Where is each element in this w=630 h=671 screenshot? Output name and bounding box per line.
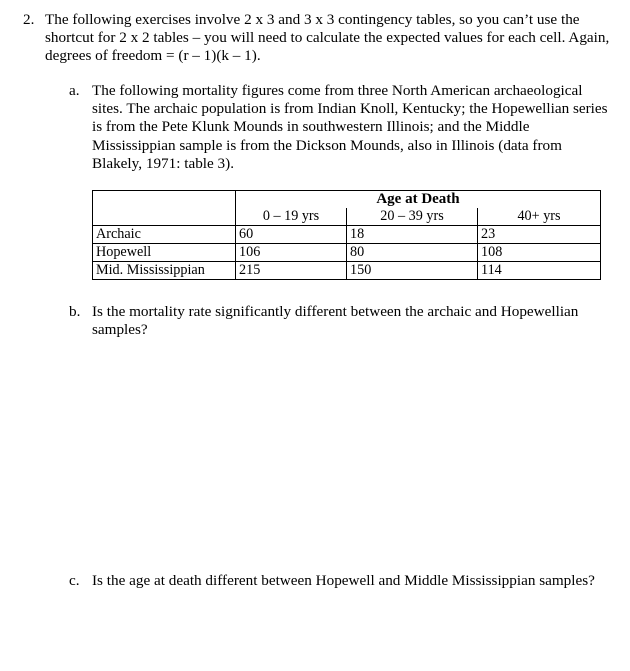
part-c-label: c. xyxy=(69,572,80,589)
table-cell: 106 xyxy=(236,244,347,262)
table-cell: 18 xyxy=(347,226,478,244)
header-cell: 0 – 19 yrs xyxy=(236,208,347,226)
table-cell: 80 xyxy=(347,244,478,262)
row-label: Archaic xyxy=(93,226,236,244)
table-cell: 215 xyxy=(236,262,347,280)
table-title: Age at Death xyxy=(236,191,601,209)
part-b-text: Is the mortality rate significantly different between the archaic and Hopewellian samples? xyxy=(92,303,579,339)
question-text: The following exercises involve 2 x 3 and 3 x 3 contingency tables, so you can’t use the shortcut for 2 x 2 tables – you will need to calculate the expected values for each cell. Again, degrees of freedom = (r – 1)(k – 1). xyxy=(45,11,610,65)
row-label: Mid. Mississippian xyxy=(93,262,236,280)
part-a-label: a. xyxy=(69,82,80,99)
question-number: 2. xyxy=(23,11,35,28)
header-cell: 40+ yrs xyxy=(478,208,601,226)
row-label: Hopewell xyxy=(93,244,236,262)
part-b-label: b. xyxy=(69,303,81,320)
table-row xyxy=(93,244,601,262)
header-cell: 20 – 39 yrs xyxy=(347,208,478,226)
mortality-table xyxy=(92,190,601,280)
table-cell: 60 xyxy=(236,226,347,244)
table-cell: 23 xyxy=(478,226,601,244)
table-row xyxy=(93,226,601,244)
table-row xyxy=(93,262,601,280)
table-cell: 150 xyxy=(347,262,478,280)
part-c-text: Is the age at death different between Hopewell and Middle Mississippian samples? xyxy=(92,572,595,589)
table-cell: 114 xyxy=(478,262,601,280)
table-title-row xyxy=(93,191,601,209)
part-a-text: The following mortality figures come from three North American archaeological sites. The archaic population is from Indian Knoll, Kentucky; the Hopewellian series is from the Pete Klunk Mounds in southwestern Illinois; and the Middle Mississippian sample is from the Dickson Mounds, also in Illinois (data from Blakely, 1971: table 3). xyxy=(92,82,608,172)
table-cell: 108 xyxy=(478,244,601,262)
table-corner-cell xyxy=(93,191,236,226)
